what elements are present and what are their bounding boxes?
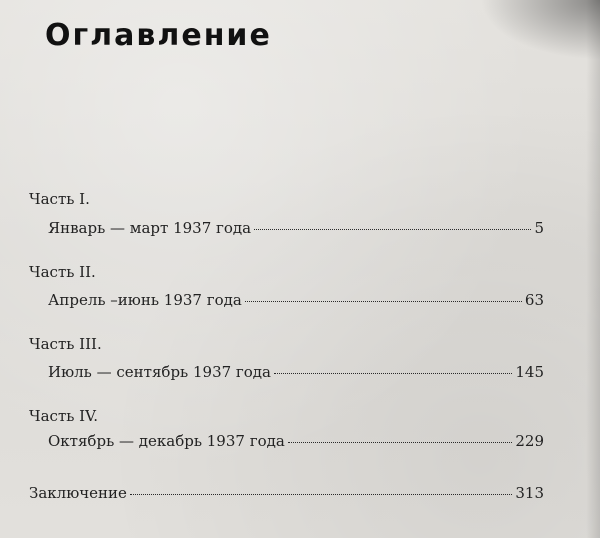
part-3-label: Часть III. bbox=[29, 335, 102, 353]
part-2-label: Часть II. bbox=[29, 263, 96, 281]
toc-entry-page: 313 bbox=[515, 484, 544, 502]
dot-leader bbox=[130, 494, 512, 495]
part-4-label: Часть IV. bbox=[29, 407, 99, 425]
part-1-label: Часть I. bbox=[29, 190, 90, 208]
toc-entry-title: Октябрь — декабрь 1937 года bbox=[48, 432, 285, 450]
toc-entry-part-2[interactable] bbox=[48, 291, 544, 309]
toc-entry-part-4[interactable] bbox=[48, 432, 544, 450]
toc-entry-title: Июль — сентябрь 1937 года bbox=[48, 363, 271, 381]
toc-entry-page: 229 bbox=[515, 432, 544, 450]
toc-entry-part-1[interactable] bbox=[48, 219, 544, 237]
dot-leader bbox=[245, 301, 522, 302]
toc-entry-page: 63 bbox=[524, 291, 544, 309]
dot-leader bbox=[288, 442, 513, 443]
toc-entry-title: Заключение bbox=[29, 484, 127, 502]
toc-entry-title: Январь — март 1937 года bbox=[48, 219, 252, 237]
toc-entry-part-3[interactable] bbox=[48, 363, 544, 381]
toc-entry-conclusion[interactable] bbox=[29, 484, 544, 502]
dot-leader bbox=[254, 229, 531, 230]
toc-entry-page: 145 bbox=[515, 363, 544, 381]
toc-entry-title: Апрель –июнь 1937 года bbox=[48, 291, 242, 309]
page-title: Оглавление bbox=[45, 18, 272, 53]
toc-entry-page: 5 bbox=[534, 219, 544, 237]
dot-leader bbox=[274, 373, 512, 374]
